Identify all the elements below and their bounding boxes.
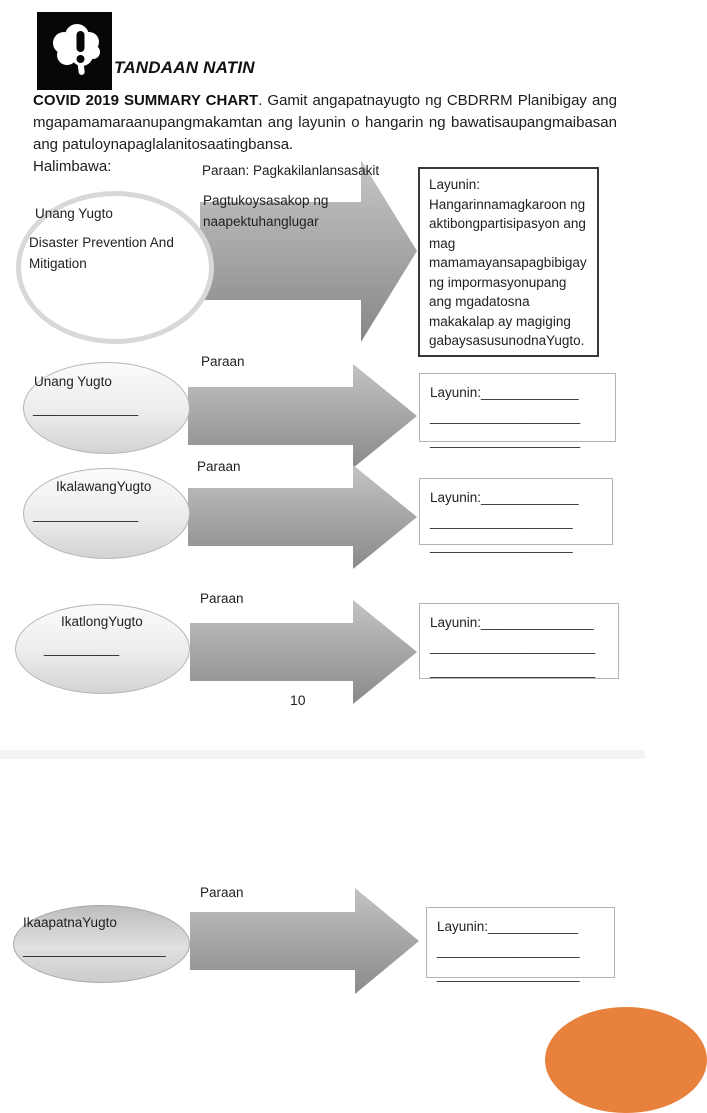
- row4-blank-line: ______________________: [430, 663, 596, 678]
- row5-stage-title: IkaapatnaYugto: [23, 915, 117, 930]
- row1-stage-title: Unang Yugto: [35, 206, 113, 221]
- row5-layunin-line1: Layunin:____________: [437, 919, 579, 934]
- row1-layunin-label: Layunin:: [429, 177, 481, 192]
- row2-blank-line: ____________________: [430, 433, 581, 448]
- row5-blank-line: ___________________: [437, 943, 580, 958]
- row2-arrow-right-icon: [188, 364, 417, 473]
- row3-layunin-box: [419, 478, 613, 553]
- row3-blank-line: ___________________: [430, 514, 573, 529]
- orange-circle-decoration: [545, 1007, 707, 1113]
- row4-layunin-line1: Layunin:_______________: [430, 615, 594, 630]
- row4-paraan-title: Paraan: [200, 591, 244, 606]
- row1-paraan-body: Pagtukoysasakop ng naapektuhanglugar: [203, 193, 329, 229]
- row3-stage-blank: ______________: [33, 507, 139, 522]
- row2-stage-ellipse: [23, 362, 190, 454]
- row1-layunin-box: [418, 167, 599, 357]
- row2-stage-blank: ______________: [33, 401, 139, 416]
- page-title: TANDAAN NATIN: [114, 58, 255, 77]
- row4-stage-blank: __________: [44, 641, 120, 656]
- row4-stage-ellipse: [15, 604, 190, 694]
- row2-stage-title: Unang Yugto: [34, 374, 112, 389]
- row4-arrow-right-icon: [190, 600, 417, 709]
- intro-heading: COVID 2019 SUMMARY CHART: [33, 92, 259, 109]
- row3-stage-title: IkalawangYugto: [56, 479, 152, 494]
- row1-stage-ellipse: [16, 191, 214, 344]
- row4-blank-line: ______________________: [430, 639, 596, 654]
- page-break-divider: [0, 750, 645, 759]
- row1-stage-subtitle: Disaster Prevention And Mitigation: [29, 235, 174, 271]
- row4-layunin-box: [419, 603, 619, 679]
- row5-stage-blank: ___________________: [23, 942, 166, 957]
- example-label: Halimbawa:: [33, 158, 112, 175]
- row1-layunin-body: Hangarinnamagkaroon ng aktibongpartisipasyon ang mag mamamayansapagbibigay ng impormasyonupang ang mgadatosna makakalap ay magiging gabaysasusunodnaYugto.: [429, 196, 587, 348]
- row5-stage-ellipse: [13, 905, 190, 983]
- row5-layunin-box: [426, 907, 615, 982]
- row5-arrow-right-icon: [190, 888, 419, 999]
- row3-arrow-right-icon: [188, 465, 417, 574]
- page-number: 10: [290, 692, 306, 708]
- row3-layunin-line1: Layunin:_____________: [430, 490, 579, 505]
- row2-layunin-line1: Layunin:_____________: [430, 385, 579, 400]
- brain-alert-icon: [37, 12, 112, 90]
- row5-blank-line: ___________________: [437, 967, 580, 982]
- row3-blank-line: ___________________: [430, 538, 573, 553]
- intro-paragraph: [33, 90, 617, 156]
- row1-paraan-title: Paraan: Pagkakilanlansasakit: [202, 163, 380, 178]
- row1-arrow-right-icon: [200, 160, 417, 347]
- row3-paraan-title: Paraan: [197, 459, 241, 474]
- row5-paraan-title: Paraan: [200, 885, 244, 900]
- row2-blank-line: ____________________: [430, 409, 581, 424]
- row4-stage-title: IkatlongYugto: [61, 614, 143, 629]
- row2-paraan-title: Paraan: [201, 354, 245, 369]
- intro-body: . Gamit angapatnayugto ng CBDRRM Planibigay ang mgapamamaraanupangmakamtan ang layunin o hangarin ng bawatisaupangmaibasan ang patuloynapaglalanitosaatingbansa.: [33, 92, 617, 153]
- row2-layunin-box: [419, 373, 616, 448]
- row3-stage-ellipse: [23, 468, 190, 559]
